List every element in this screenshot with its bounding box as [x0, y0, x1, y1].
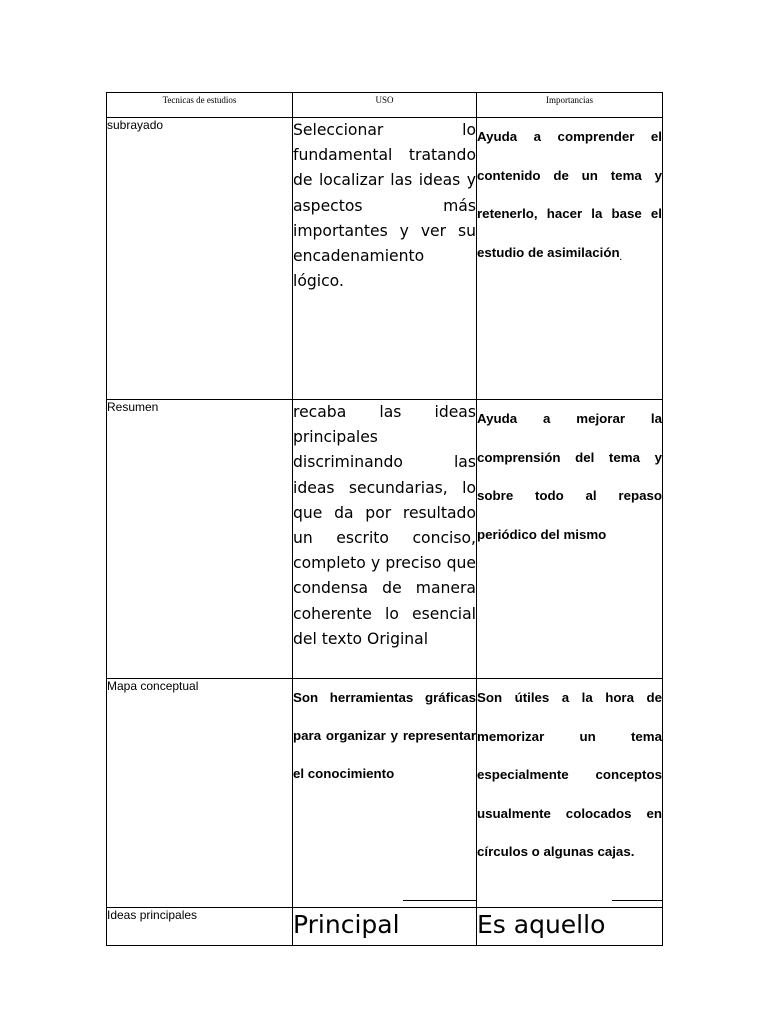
importancia-text: Son útiles a la hora de memorizar un tema especialmente conceptos usualmente colocados en círculos o algunas cajas. — [477, 690, 662, 859]
importancia-cell — [477, 400, 663, 679]
period-mark: . — [619, 252, 622, 262]
study-techniques-table — [106, 92, 663, 946]
uso-cell — [293, 908, 477, 946]
uso-text: Seleccionar lo fundamental tratando de localizar las ideas y aspectos más importantes y ver su encadenamiento lógico. — [293, 121, 476, 291]
uso-text: Son herramientas gráficas para organizar y representar el conocimiento — [293, 690, 476, 781]
tecnica-cell: Resumen — [107, 400, 293, 679]
table-row — [107, 118, 663, 400]
table-row — [107, 908, 663, 946]
uso-text: Principal — [293, 910, 400, 939]
table-header-row — [107, 93, 663, 118]
importancia-text: Ayuda a mejorar la comprensión del tema y sobre todo al repaso periódico del mismo — [477, 411, 662, 542]
header-tecnicas: Tecnicas de estudios — [107, 93, 293, 118]
table-row — [107, 679, 663, 908]
tecnica-cell: Ideas principales — [107, 908, 293, 946]
divider-line — [403, 900, 477, 901]
importancia-cell — [477, 118, 663, 400]
uso-cell — [293, 118, 477, 400]
header-uso: USO — [293, 93, 477, 118]
uso-text: recaba las ideas principales discriminando las ideas secundarias, lo que da por resultado un escrito conciso, completo y preciso que condensa de manera coherente lo esencial del texto Original — [293, 403, 476, 648]
tecnica-cell: Mapa conceptual — [107, 679, 293, 908]
header-importancias: Importancias — [477, 93, 663, 118]
importancia-text: Es aquello — [477, 910, 606, 939]
divider-line — [612, 900, 662, 901]
tecnica-cell: subrayado — [107, 118, 293, 400]
uso-cell — [293, 679, 477, 908]
importancia-cell — [477, 908, 663, 946]
importancia-text: Ayuda a comprender el contenido de un tema y retenerlo, hacer la base el estudio de asimilación — [477, 129, 662, 260]
table-row — [107, 400, 663, 679]
uso-cell — [293, 400, 477, 679]
importancia-cell — [477, 679, 663, 908]
